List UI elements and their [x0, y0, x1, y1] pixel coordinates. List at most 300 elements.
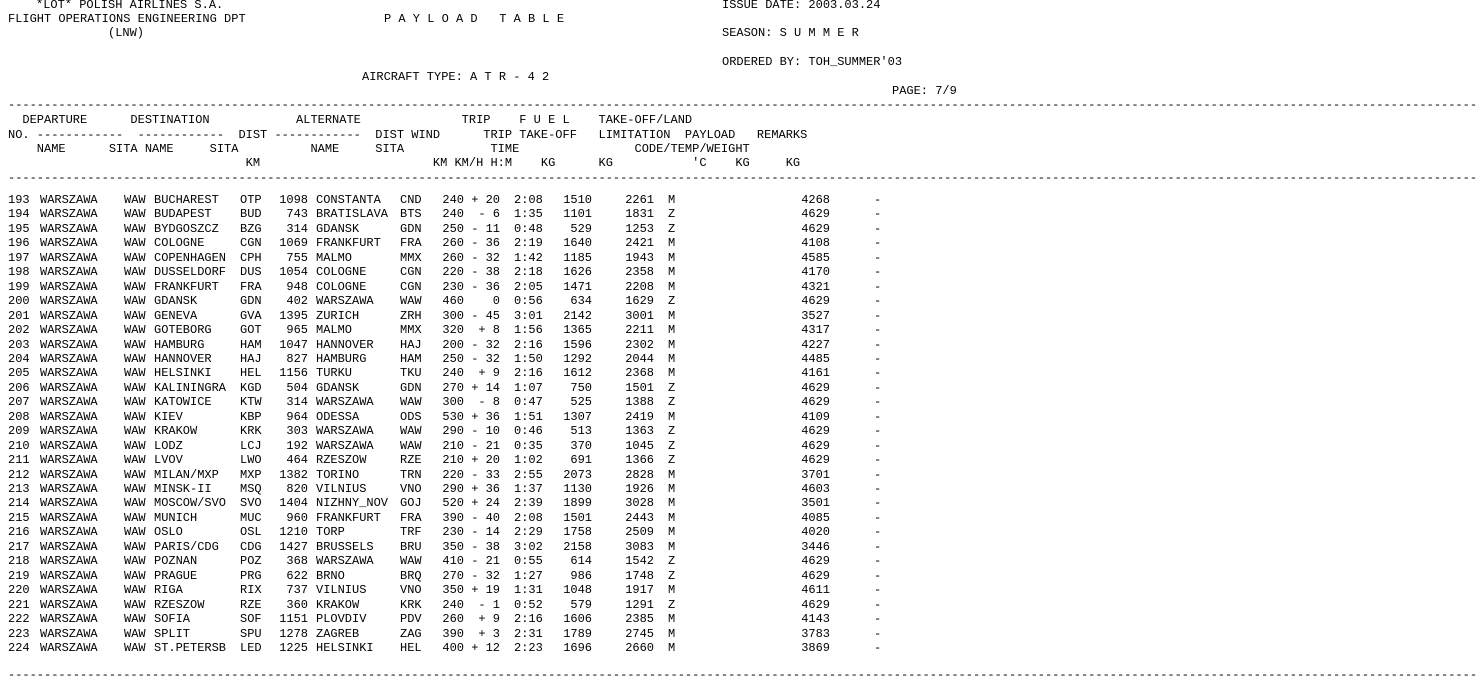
distance-km: 504 [286, 380, 308, 395]
alternate-sita: FRA [400, 510, 422, 525]
takeoff-fuel: 1501 [625, 380, 654, 395]
row-number: 205 [8, 366, 30, 381]
wind-kmh: - 6 [478, 207, 500, 222]
table-row [0, 554, 959, 568]
departure-sita: WAW [124, 366, 146, 381]
limitation-code: M [668, 250, 676, 265]
payload-kg: 4603 [801, 482, 830, 496]
payload-kg: 4629 [801, 395, 830, 410]
table-row [0, 583, 959, 597]
distance-km: 402 [286, 294, 308, 309]
limitation-code: M [668, 337, 676, 352]
remarks: - [874, 525, 882, 540]
departure-sita: WAW [124, 539, 146, 554]
alternate-sita: TRF [400, 525, 422, 540]
alternate-dist: 260 [442, 250, 464, 265]
takeoff-fuel: 1748 [625, 568, 654, 583]
payload-kg: 4629 [801, 380, 830, 395]
column-header-line-3: NAME SITA NAME SITA NAME SITA TIME CODE/TEMP/WEIGHT [8, 142, 750, 156]
payload-kg: 4629 [801, 221, 830, 236]
trip-time: 0:46 [514, 424, 543, 439]
distance-km: 743 [286, 207, 308, 222]
payload-kg: 4485 [801, 351, 830, 366]
trip-fuel: 1758 [563, 525, 592, 540]
destination-sita: HAM [240, 337, 262, 352]
column-header-line-2: NO. ------------ ------------ DIST ------------ DIST WIND TRIP TAKE-OFF LIMITATION PAYLOAD REMARKS [8, 128, 808, 142]
trip-time: 1:42 [514, 250, 543, 265]
alternate-name: ZAGREB [316, 626, 360, 641]
remarks: - [874, 597, 882, 612]
trip-fuel: 1185 [563, 250, 592, 265]
column-header-rule: ------------------------------------------------------------------------------------------------------------------------------------------------------------------------------------------------------------ [8, 171, 1477, 185]
destination-sita: PRG [240, 568, 262, 583]
wind-kmh: - 21 [471, 554, 500, 569]
alternate-sita: WAW [400, 395, 422, 410]
alternate-sita: TRN [400, 467, 422, 482]
destination-name: GOTEBORG [154, 323, 212, 338]
trip-time: 1:50 [514, 351, 543, 366]
trip-time: 2:16 [514, 612, 543, 627]
limitation-code: M [668, 583, 676, 598]
alternate-name: BRATISLAVA [316, 207, 389, 222]
alternate-dist: 410 [442, 554, 464, 569]
departure-name: WARSZAWA [40, 597, 98, 612]
alternate-sita: WAW [400, 554, 422, 569]
departure-sita: WAW [124, 279, 146, 294]
row-number: 221 [8, 597, 30, 612]
alternate-name: WARSZAWA [316, 424, 374, 439]
trip-time: 2:08 [514, 510, 543, 525]
departure-sita: WAW [124, 337, 146, 352]
limitation-code: Z [668, 207, 676, 222]
alternate-name: HELSINKI [316, 640, 374, 655]
alternate-name: COLOGNE [316, 265, 367, 280]
wind-kmh: - 10 [471, 424, 500, 439]
trip-time: 1:31 [514, 583, 543, 598]
destination-name: ST.PETERSB [154, 640, 227, 655]
takeoff-fuel: 2828 [625, 467, 654, 482]
remarks: - [874, 308, 882, 323]
remarks: - [874, 424, 882, 439]
alternate-dist: 290 [442, 424, 464, 439]
wind-kmh: - 36 [471, 236, 500, 251]
takeoff-fuel: 3028 [625, 496, 654, 511]
department: FLIGHT OPERATIONS ENGINEERING DPT [8, 12, 246, 26]
alternate-sita: PDV [400, 612, 422, 627]
destination-sita: HAJ [240, 351, 262, 366]
distance-km: 1395 [279, 308, 308, 323]
footer-rule: ------------------------------------------------------------------------------------------------------------------------------------------------------------------------------------------------------------ [8, 668, 1477, 682]
alternate-dist: 220 [442, 467, 464, 482]
trip-time: 3:02 [514, 539, 543, 554]
remarks: - [874, 626, 882, 641]
alternate-sita: VNO [400, 482, 422, 496]
payload-kg: 4585 [801, 250, 830, 265]
remarks: - [874, 337, 882, 352]
row-number: 216 [8, 525, 30, 540]
alternate-name: GDANSK [316, 221, 360, 236]
alternate-dist: 210 [442, 438, 464, 453]
payload-kg: 3701 [801, 467, 830, 482]
table-row [0, 381, 959, 395]
distance-km: 1225 [279, 640, 308, 655]
limitation-code: M [668, 279, 676, 294]
departure-sita: WAW [124, 453, 146, 468]
destination-name: GDANSK [154, 294, 198, 309]
takeoff-fuel: 1926 [625, 482, 654, 496]
remarks: - [874, 510, 882, 525]
trip-fuel: 1292 [563, 351, 592, 366]
table-row [0, 207, 959, 221]
destination-name: POZNAN [154, 554, 198, 569]
departure-name: WARSZAWA [40, 294, 98, 309]
remarks: - [874, 323, 882, 338]
alternate-name: RZESZOW [316, 453, 367, 468]
alternate-dist: 200 [442, 337, 464, 352]
table-row [0, 540, 959, 554]
row-number: 220 [8, 583, 30, 598]
alternate-name: WARSZAWA [316, 554, 374, 569]
alternate-name: ZURICH [316, 308, 360, 323]
payload-kg: 3869 [801, 640, 830, 655]
remarks: - [874, 409, 882, 424]
takeoff-fuel: 1917 [625, 583, 654, 598]
distance-km: 360 [286, 597, 308, 612]
destination-name: KATOWICE [154, 395, 212, 410]
alternate-name: MALMO [316, 323, 353, 338]
takeoff-fuel: 3083 [625, 539, 654, 554]
alternate-dist: 270 [442, 568, 464, 583]
remarks: - [874, 366, 882, 381]
alternate-dist: 230 [442, 525, 464, 540]
table-row [0, 439, 959, 453]
table-row [0, 309, 959, 323]
departure-sita: WAW [124, 510, 146, 525]
wind-kmh: - 33 [471, 467, 500, 482]
limitation-code: M [668, 482, 676, 496]
trip-fuel: 370 [570, 438, 592, 453]
destination-sita: SPU [240, 626, 262, 641]
payload-kg: 4629 [801, 597, 830, 612]
destination-name: GENEVA [154, 308, 198, 323]
trip-fuel: 1307 [563, 409, 592, 424]
wind-kmh: - 32 [471, 337, 500, 352]
departure-sita: WAW [124, 438, 146, 453]
destination-sita: KTW [240, 395, 262, 410]
alternate-name: BRUSSELS [316, 539, 374, 554]
destination-sita: MXP [240, 467, 262, 482]
destination-sita: CGN [240, 236, 262, 251]
distance-km: 1069 [279, 236, 308, 251]
remarks: - [874, 438, 882, 453]
departure-name: WARSZAWA [40, 453, 98, 468]
remarks: - [874, 380, 882, 395]
alternate-name: ODESSA [316, 409, 360, 424]
wind-kmh: + 8 [478, 323, 500, 338]
destination-name: MILAN/MXP [154, 467, 219, 482]
departure-name: WARSZAWA [40, 351, 98, 366]
trip-fuel: 1626 [563, 265, 592, 280]
remarks: - [874, 279, 882, 294]
wind-kmh: + 36 [471, 409, 500, 424]
row-number: 214 [8, 496, 30, 511]
header-rule: ------------------------------------------------------------------------------------------------------------------------------------------------------------------------------------------------------------ [8, 98, 1477, 112]
limitation-code: M [668, 467, 676, 482]
destination-name: RZESZOW [154, 597, 205, 612]
trip-fuel: 614 [570, 554, 592, 569]
takeoff-fuel: 2208 [625, 279, 654, 294]
remarks: - [874, 265, 882, 280]
row-number: 209 [8, 424, 30, 439]
limitation-code: M [668, 308, 676, 323]
destination-sita: LED [240, 640, 262, 655]
departure-sita: WAW [124, 496, 146, 511]
alternate-dist: 300 [442, 395, 464, 410]
destination-sita: SVO [240, 496, 262, 511]
payload-kg: 4085 [801, 510, 830, 525]
remarks: - [874, 351, 882, 366]
alternate-name: HAMBURG [316, 351, 367, 366]
departure-sita: WAW [124, 395, 146, 410]
takeoff-fuel: 2443 [625, 510, 654, 525]
departure-sita: WAW [124, 626, 146, 641]
destination-sita: CPH [240, 250, 262, 265]
payload-kg: 4108 [801, 236, 830, 251]
wind-kmh: - 36 [471, 279, 500, 294]
column-header-line-4: KM KM KM/H H:M KG KG 'C KG KG [8, 156, 801, 170]
departure-name: WARSZAWA [40, 438, 98, 453]
destination-sita: BZG [240, 221, 262, 236]
column-header-line-1: DEPARTURE DESTINATION ALTERNATE TRIP F U E L TAKE-OFF/LAND [8, 113, 693, 127]
trip-fuel: 513 [570, 424, 592, 439]
alternate-sita: WAW [400, 294, 422, 309]
departure-name: WARSZAWA [40, 640, 98, 655]
payload-kg: 4629 [801, 207, 830, 222]
alternate-name: MALMO [316, 250, 353, 265]
takeoff-fuel: 3001 [625, 308, 654, 323]
issue-date: ISSUE DATE: 2003.03.24 [722, 0, 881, 12]
row-number: 222 [8, 612, 30, 627]
wind-kmh: - 11 [471, 221, 500, 236]
wind-kmh: - 14 [471, 525, 500, 540]
wind-kmh: - 38 [471, 265, 500, 280]
departure-name: WARSZAWA [40, 409, 98, 424]
alternate-name: PLOVDIV [316, 612, 367, 627]
departure-name: WARSZAWA [40, 366, 98, 381]
trip-time: 0:55 [514, 554, 543, 569]
destination-sita: MUC [240, 510, 262, 525]
takeoff-fuel: 1363 [625, 424, 654, 439]
alternate-sita: HAM [400, 351, 422, 366]
destination-name: MINSK-II [154, 482, 212, 496]
limitation-code: Z [668, 453, 676, 468]
departure-sita: WAW [124, 583, 146, 598]
limitation-code: M [668, 626, 676, 641]
trip-fuel: 986 [570, 568, 592, 583]
row-number: 193 [8, 193, 30, 207]
wind-kmh: - 40 [471, 510, 500, 525]
remarks: - [874, 496, 882, 511]
departure-sita: WAW [124, 308, 146, 323]
destination-sita: LWO [240, 453, 262, 468]
alternate-dist: 300 [442, 308, 464, 323]
departure-sita: WAW [124, 323, 146, 338]
wind-kmh: - 45 [471, 308, 500, 323]
departure-sita: WAW [124, 351, 146, 366]
trip-fuel: 2142 [563, 308, 592, 323]
alternate-dist: 400 [442, 640, 464, 655]
wind-kmh: + 3 [478, 626, 500, 641]
trip-time: 2:16 [514, 366, 543, 381]
payload-kg: 3527 [801, 308, 830, 323]
distance-km: 1382 [279, 467, 308, 482]
alternate-name: VILNIUS [316, 583, 367, 598]
limitation-code: M [668, 193, 676, 207]
limitation-code: Z [668, 597, 676, 612]
takeoff-fuel: 2358 [625, 265, 654, 280]
table-row [0, 193, 959, 207]
trip-time: 2:18 [514, 265, 543, 280]
alternate-sita: BRQ [400, 568, 422, 583]
trip-fuel: 750 [570, 380, 592, 395]
departure-sita: WAW [124, 568, 146, 583]
payload-kg: 4170 [801, 265, 830, 280]
alternate-name: WARSZAWA [316, 438, 374, 453]
departure-name: WARSZAWA [40, 424, 98, 439]
row-number: 213 [8, 482, 30, 496]
distance-km: 1210 [279, 525, 308, 540]
alternate-sita: GOJ [400, 496, 422, 511]
takeoff-fuel: 2745 [625, 626, 654, 641]
departure-sita: WAW [124, 467, 146, 482]
destination-name: HAMBURG [154, 337, 205, 352]
takeoff-fuel: 1388 [625, 395, 654, 410]
departure-sita: WAW [124, 525, 146, 540]
trip-fuel: 2158 [563, 539, 592, 554]
takeoff-fuel: 2261 [625, 193, 654, 207]
payload-kg: 4611 [801, 583, 830, 598]
wind-kmh: - 32 [471, 568, 500, 583]
limitation-code: Z [668, 380, 676, 395]
departure-name: WARSZAWA [40, 308, 98, 323]
alternate-sita: HEL [400, 640, 422, 655]
alternate-sita: CND [400, 193, 422, 207]
distance-km: 965 [286, 323, 308, 338]
wind-kmh: + 9 [478, 612, 500, 627]
destination-sita: RZE [240, 597, 262, 612]
departure-name: WARSZAWA [40, 626, 98, 641]
row-number: 212 [8, 467, 30, 482]
destination-sita: RIX [240, 583, 262, 598]
wind-kmh: + 12 [471, 640, 500, 655]
departure-sita: WAW [124, 294, 146, 309]
remarks: - [874, 568, 882, 583]
wind-kmh: 0 [492, 294, 500, 309]
departure-name: WARSZAWA [40, 193, 98, 207]
trip-time: 2:29 [514, 525, 543, 540]
trip-time: 3:01 [514, 308, 543, 323]
alternate-dist: 240 [442, 597, 464, 612]
departure-sita: WAW [124, 265, 146, 280]
trip-fuel: 1612 [563, 366, 592, 381]
row-number: 197 [8, 250, 30, 265]
ordered-by: ORDERED BY: TOH_SUMMER'03 [722, 55, 903, 69]
destination-sita: GDN [240, 294, 262, 309]
limitation-code: M [668, 612, 676, 627]
table-row [0, 496, 959, 510]
destination-sita: POZ [240, 554, 262, 569]
departure-sita: WAW [124, 236, 146, 251]
page-number: PAGE: 7/9 [892, 84, 957, 98]
alternate-sita: RZE [400, 453, 422, 468]
destination-sita: CDG [240, 539, 262, 554]
limitation-code: Z [668, 294, 676, 309]
distance-km: 303 [286, 424, 308, 439]
destination-sita: OTP [240, 193, 262, 207]
destination-sita: MSQ [240, 482, 262, 496]
destination-name: HELSINKI [154, 366, 212, 381]
departure-name: WARSZAWA [40, 323, 98, 338]
alternate-sita: FRA [400, 236, 422, 251]
row-number: 202 [8, 323, 30, 338]
trip-fuel: 1696 [563, 640, 592, 655]
wind-kmh: - 1 [478, 597, 500, 612]
trip-fuel: 579 [570, 597, 592, 612]
takeoff-fuel: 1366 [625, 453, 654, 468]
takeoff-fuel: 2302 [625, 337, 654, 352]
alternate-name: WARSZAWA [316, 294, 374, 309]
table-row [0, 265, 959, 279]
alternate-sita: BRU [400, 539, 422, 554]
remarks: - [874, 467, 882, 482]
alternate-sita: MMX [400, 323, 422, 338]
destination-name: OSLO [154, 525, 183, 540]
limitation-code: M [668, 510, 676, 525]
limitation-code: M [668, 236, 676, 251]
departure-sita: WAW [124, 554, 146, 569]
destination-name: LODZ [154, 438, 183, 453]
payload-kg: 4629 [801, 568, 830, 583]
departure-name: WARSZAWA [40, 612, 98, 627]
departure-name: WARSZAWA [40, 554, 98, 569]
table-row [0, 410, 959, 424]
distance-km: 1054 [279, 265, 308, 280]
wind-kmh: + 19 [471, 583, 500, 598]
destination-sita: FRA [240, 279, 262, 294]
departure-sita: WAW [124, 207, 146, 222]
alternate-sita: KRK [400, 597, 422, 612]
alternate-sita: VNO [400, 583, 422, 598]
trip-time: 2:55 [514, 467, 543, 482]
distance-km: 464 [286, 453, 308, 468]
distance-km: 827 [286, 351, 308, 366]
distance-km: 368 [286, 554, 308, 569]
destination-sita: KGD [240, 380, 262, 395]
takeoff-fuel: 1542 [625, 554, 654, 569]
table-row [0, 482, 959, 496]
table-row [0, 612, 959, 626]
trip-fuel: 529 [570, 221, 592, 236]
department-code: (LNW) [108, 26, 145, 40]
wind-kmh: + 36 [471, 482, 500, 496]
table-row [0, 366, 959, 380]
destination-name: SOFIA [154, 612, 191, 627]
alternate-name: BRNO [316, 568, 345, 583]
remarks: - [874, 395, 882, 410]
trip-time: 2:19 [514, 236, 543, 251]
departure-name: WARSZAWA [40, 380, 98, 395]
row-number: 195 [8, 221, 30, 236]
